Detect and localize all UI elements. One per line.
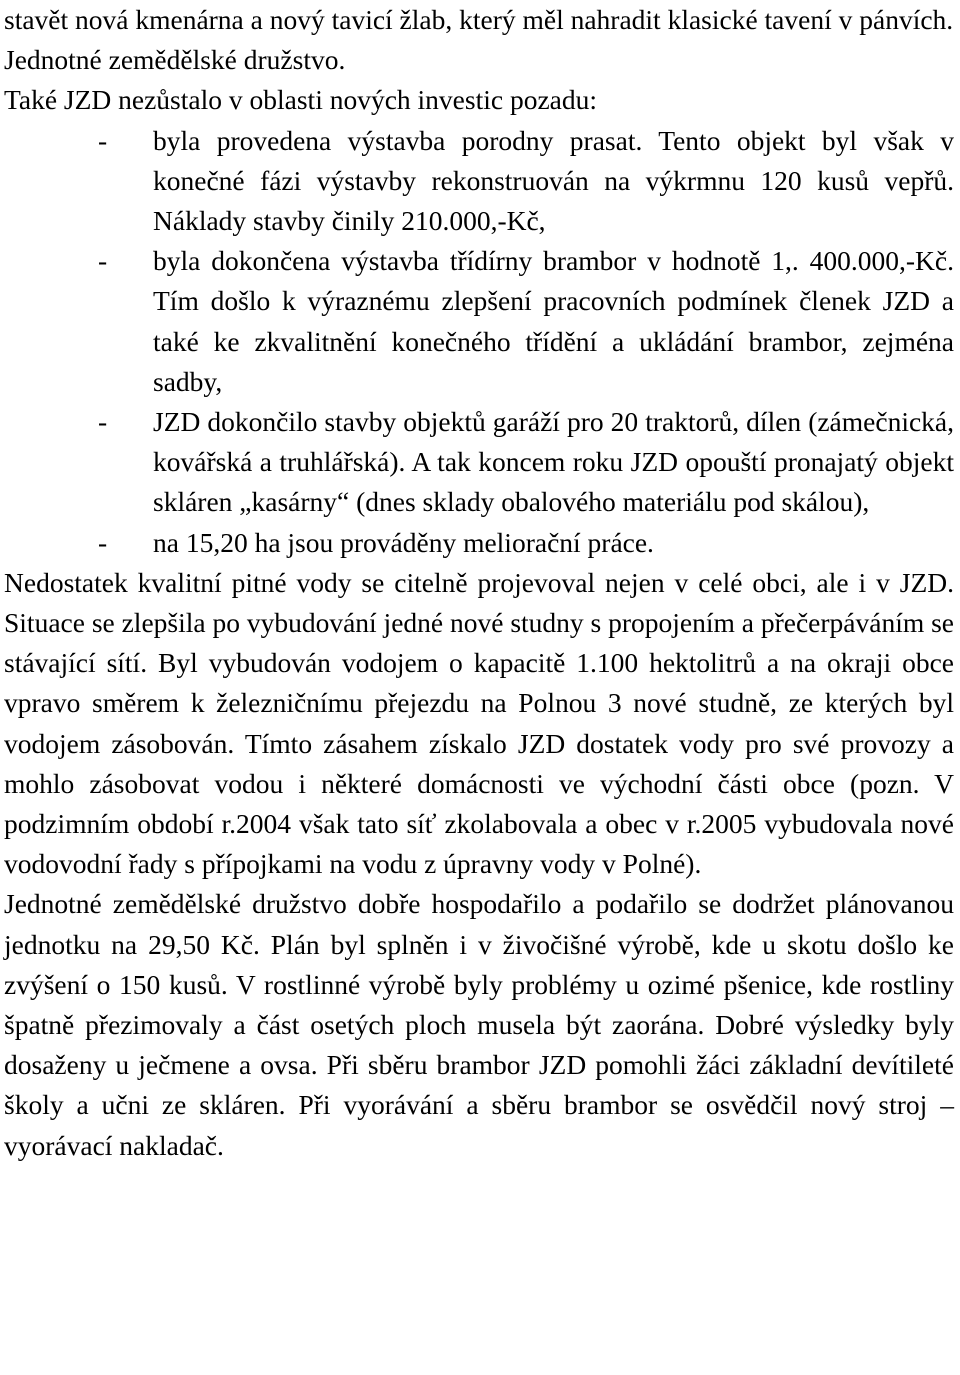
dash-marker: - xyxy=(98,406,108,438)
section-heading: Jednotné zemědělské družstvo. xyxy=(4,44,346,76)
intro-paragraph: stavět nová kmenárna a nový tavicí žlab, který měl nahradit klasické tavení v pánvích. xyxy=(4,4,954,35)
results-paragraph: Jednotné zemědělské družstvo dobře hospodařilo a podařilo se dodržet plánovanou jednotku na 29,50 Kč. Plán byl splněn i v živočišné výrobě, kde u skotu došlo ke zvýšení o 150 kusů. V rostlinné výrobě byly problémy u ozimé pšenice, kde rostliny špatně přezimovaly a část osetých ploch musela být zaorána. Dobré výsledky byly dosaženy u ječmene a ovsa. Při sběru brambor JZD pomohli žáci základní devítileté školy a učni ze skláren. Při vyorávání a sběru brambor se osvědčil nový stroj – vyorávací nakladač. xyxy=(4,888,954,1161)
list-item-text: byla provedena výstavba porodny prasat. Tento objekt byl však v konečné fázi výstavby rekonstruován na výkrmnu 120 kusů vepřů. Náklady stavby činily 210.000,-Kč, xyxy=(153,124,954,237)
dash-marker: - xyxy=(98,124,108,156)
list-item xyxy=(4,402,954,523)
list-item-text: byla dokončena výstavba třídírny brambor v hodnotě 1,. 400.000,-Kč. Tím došlo k výraznému zlepšení pracovních podmínek členek JZD a také ke zkvalitnění konečného třídění a ukládání brambor, zejména sadby, xyxy=(153,245,954,397)
list-item xyxy=(4,523,954,563)
list-item xyxy=(4,121,954,242)
list-item xyxy=(4,241,954,402)
dash-marker: - xyxy=(98,526,108,558)
lead-sentence: Také JZD nezůstalo v oblasti nových investic pozadu: xyxy=(4,84,597,116)
list-item-text: na 15,20 ha jsou prováděny meliorační práce. xyxy=(153,526,654,558)
document-page xyxy=(4,0,954,1166)
investment-list xyxy=(4,121,954,563)
water-paragraph: Nedostatek kvalitní pitné vody se citelně projevoval nejen v celé obci, ale i v JZD. Situace se zlepšila po vybudování jedné nové studny s propojením a přečerpáváním se stávající sítí. Byl vybudován vodojem o kapacitě 1.100 hektolitrů a na okraji obce vpravo směrem k železničnímu přejezdu na Polnou 3 nové studně, ze kterých byl vodojem zásobován. Tímto zásahem získalo JZD dostatek vody pro své provozy a mohlo zásobovat vodou i některé domácnosti ve východní části obce (pozn. V podzimním období r.2004 však tato síť zkolabovala a obec v r.2005 vybudovala nové vodovodní řady s přípojkami na vodu z úpravny vody v Polné). xyxy=(4,566,955,880)
dash-marker: - xyxy=(98,245,108,277)
list-item-text: JZD dokončilo stavby objektů garáží pro 20 traktorů, dílen (zámečnická, kovářská a truhlářská). A tak koncem roku JZD opouští pronajatý objekt skláren „kasárny“ (dnes sklady obalového materiálu pod skálou), xyxy=(153,406,954,518)
